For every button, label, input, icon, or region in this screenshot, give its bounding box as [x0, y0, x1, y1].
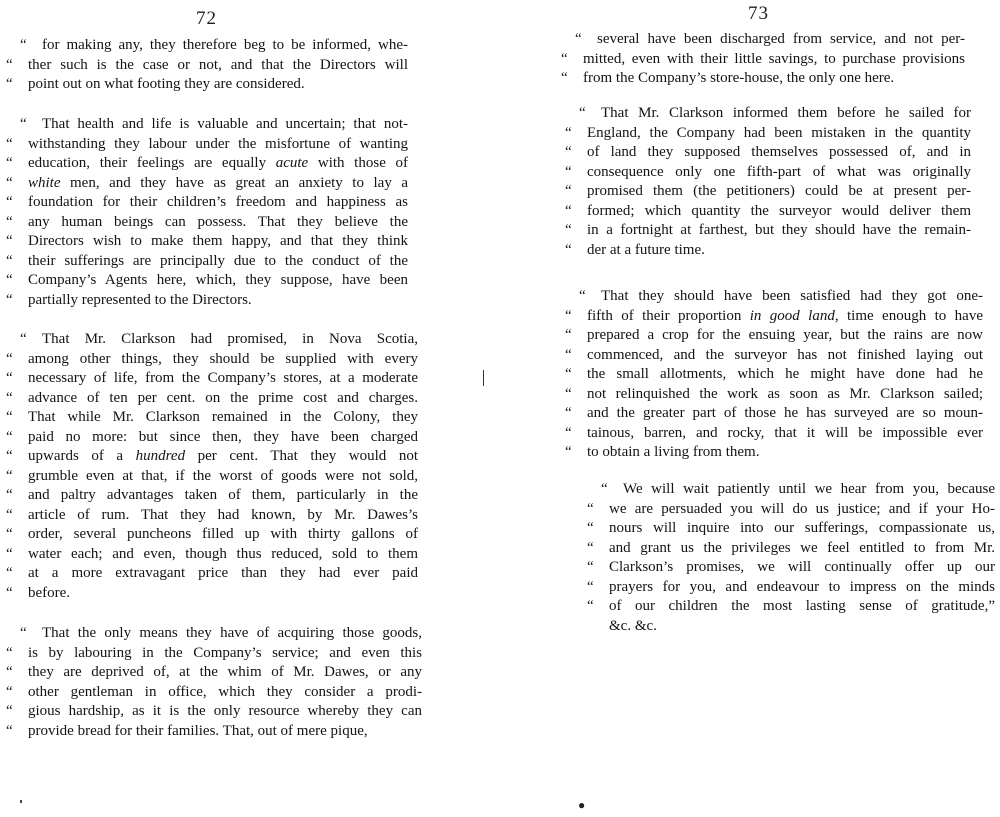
text-line — [6, 56, 408, 76]
quote-mark: “ — [587, 578, 594, 595]
left-paragraph-4 — [6, 624, 422, 741]
line-text: education, their feelings are equally acute with those of — [28, 155, 408, 171]
line-text: paid no more: but since then, they have been charged — [28, 428, 418, 445]
text-line — [565, 346, 983, 366]
text-line — [587, 558, 995, 578]
text-line — [6, 584, 418, 604]
line-text: ther such is the case or not, and that the Directors will — [28, 56, 408, 73]
quote-mark: “ — [6, 644, 13, 661]
quote-mark: “ — [565, 346, 572, 363]
quote-mark: “ — [561, 70, 568, 86]
quote-mark: “ — [6, 448, 13, 464]
quote-mark: “ — [6, 664, 13, 680]
quote-mark: “ — [6, 194, 13, 210]
line-text: Clarkson’s promises, we will continually offer up our — [609, 559, 995, 575]
text-line — [6, 252, 408, 272]
quote-mark: “ — [6, 683, 13, 700]
quote-mark: “ — [20, 37, 27, 53]
text-line — [587, 578, 995, 598]
line-text: We will wait patiently until we hear from you, because — [623, 481, 995, 497]
line-text: provide bread for their families. That, out of mere pique, — [28, 722, 368, 739]
line-text: among other things, they should be supplied with every — [28, 350, 418, 367]
right-paragraph-4 — [587, 480, 995, 636]
line-text: several have been discharged from service, and not per- — [597, 31, 965, 47]
text-line — [561, 30, 965, 50]
line-text: That Mr. Clarkson had promised, in Nova Scotia, — [42, 331, 418, 347]
quote-mark: “ — [587, 598, 594, 614]
line-text: and grant us the privileges we feel entitled to from Mr. — [609, 539, 995, 556]
text-line — [565, 104, 971, 124]
quote-mark: “ — [575, 31, 582, 47]
line-text: of our children the most lasting sense of gratitude,” — [609, 598, 995, 614]
line-text: fifth of their proportion in good land, time enough to have — [587, 307, 983, 324]
line-text: partially represented to the Directors. — [28, 291, 252, 308]
line-text: grumble even at that, if the worst of goods were not sold, — [28, 467, 418, 484]
text-line — [6, 506, 418, 526]
left-paragraph-2 — [6, 115, 408, 310]
text-line — [565, 326, 983, 346]
text-line — [587, 539, 995, 559]
quote-mark: “ — [565, 424, 572, 441]
quote-mark: “ — [565, 241, 572, 258]
text-line — [587, 617, 995, 637]
left-paragraph-1 — [6, 36, 408, 95]
line-text: advance of ten per cent. on the prime cost and charges. — [28, 389, 418, 406]
text-line — [6, 428, 418, 448]
text-line — [6, 369, 418, 389]
text-line — [565, 124, 971, 144]
text-line — [565, 143, 971, 163]
right-page — [545, 0, 995, 817]
quote-mark: “ — [6, 389, 13, 406]
text-line — [6, 154, 408, 174]
text-line — [6, 467, 418, 487]
line-text: withstanding they labour under the misfortune of wanting — [28, 135, 408, 152]
line-text: from the Company’s store-house, the only one here. — [583, 70, 895, 86]
line-text: to obtain a living from them. — [587, 444, 760, 460]
line-text: foundation for their children’s freedom and happiness as — [28, 194, 408, 210]
line-text: That the only means they have of acquiring those goods, — [42, 625, 422, 641]
quote-mark: “ — [6, 272, 13, 288]
quote-mark: “ — [6, 506, 13, 523]
text-line — [561, 69, 965, 89]
quote-mark: “ — [601, 481, 608, 497]
line-text: That Mr. Clarkson informed them before he sailed for — [601, 105, 971, 121]
quote-mark: “ — [6, 428, 13, 445]
quote-mark: “ — [20, 116, 27, 132]
text-line — [565, 365, 983, 385]
quote-mark: “ — [6, 233, 13, 249]
text-line — [565, 221, 971, 241]
text-line — [561, 50, 965, 70]
quote-mark: “ — [579, 288, 586, 304]
text-line — [565, 182, 971, 202]
line-text: any human beings can possess. That they believe the — [28, 213, 408, 230]
quote-mark: “ — [6, 584, 13, 601]
text-line — [6, 174, 408, 194]
left-paragraph-3 — [6, 330, 418, 603]
line-text: other gentleman in office, which they consider a prodi- — [28, 683, 422, 700]
line-text: der at a future time. — [587, 241, 705, 258]
text-line — [6, 389, 418, 409]
quote-mark: “ — [587, 539, 594, 556]
line-text: not relinquished the work as soon as Mr. Clarkson sailed; — [587, 385, 983, 402]
line-text: &c. &c. — [609, 617, 657, 634]
quote-mark: “ — [6, 545, 13, 562]
quote-mark: “ — [6, 155, 13, 171]
line-text: prayers for you, and endeavour to impress on the minds — [609, 578, 995, 595]
text-line — [565, 202, 971, 222]
text-line — [6, 330, 418, 350]
line-text: necessary of life, from the Company’s stores, at a moderate — [28, 370, 418, 386]
text-line — [565, 163, 971, 183]
quote-mark: “ — [6, 467, 13, 484]
line-text: consequence only one fifth-part of what was originally — [587, 163, 971, 180]
quote-mark: “ — [565, 366, 572, 382]
line-text: That they should have been satisfied had they got one- — [601, 288, 983, 304]
line-text: is by labouring in the Company’s service; and even this — [28, 644, 422, 661]
line-text: point out on what footing they are considered. — [28, 76, 305, 92]
text-line — [6, 36, 408, 56]
quote-mark: “ — [6, 135, 13, 152]
line-text: Directors wish to make them happy, and that they think — [28, 233, 408, 249]
text-line — [6, 213, 408, 233]
line-text: tainous, barren, and rocky, that it will be impossible ever — [587, 424, 983, 441]
left-page — [0, 0, 440, 817]
quote-mark: “ — [565, 327, 572, 343]
quote-mark: “ — [6, 370, 13, 386]
line-text: and paltry advantages taken of them, particularly in the — [28, 487, 418, 503]
line-text: That health and life is valuable and uncertain; that not- — [42, 116, 408, 132]
text-line — [6, 564, 418, 584]
quote-mark: “ — [565, 405, 572, 421]
line-text: before. — [28, 584, 71, 601]
line-text: gious hardship, as it is the only resource whereby they can — [28, 703, 422, 719]
text-line — [587, 480, 995, 500]
text-line — [565, 404, 983, 424]
quote-mark: “ — [587, 520, 594, 536]
line-text: nours will inquire into our sufferings, compassionate us, — [609, 520, 995, 536]
text-line — [565, 307, 983, 327]
text-line — [565, 287, 983, 307]
text-line — [6, 663, 422, 683]
quote-mark: “ — [565, 163, 572, 180]
quote-mark: “ — [565, 222, 572, 238]
quote-mark: “ — [6, 487, 13, 503]
line-text: order, several puncheons filled up with thirty gallons of — [28, 526, 418, 542]
line-text: for making any, they therefore beg to be informed, whe- — [42, 37, 408, 53]
line-text: they are deprived of, at the whim of Mr. Dawes, or any — [28, 664, 422, 680]
line-text: commenced, and the surveyor has not finished laying out — [587, 346, 983, 363]
quote-mark: “ — [565, 385, 572, 402]
quote-mark: “ — [6, 76, 13, 92]
quote-mark: “ — [20, 625, 27, 641]
quote-mark: “ — [6, 350, 13, 367]
quote-mark: “ — [587, 500, 594, 517]
quote-mark: “ — [565, 124, 572, 141]
line-text: their sufferings are principally due to the conduct of the — [28, 252, 408, 269]
quote-mark: “ — [565, 444, 572, 460]
text-line — [6, 408, 418, 428]
quote-mark: “ — [587, 559, 594, 575]
text-line — [587, 519, 995, 539]
line-text: formed; which quantity the surveyor would deliver them — [587, 202, 971, 219]
quote-mark: “ — [6, 291, 13, 308]
text-line — [6, 135, 408, 155]
quote-mark: “ — [6, 526, 13, 542]
quote-mark: “ — [6, 213, 13, 230]
text-line — [6, 683, 422, 703]
gutter-mark — [483, 370, 484, 386]
quote-mark: “ — [579, 105, 586, 121]
line-text: of land they supposed themselves possessed of, and in — [587, 144, 971, 160]
right-paragraph-2 — [565, 104, 971, 260]
text-line — [6, 447, 418, 467]
line-text: and the greater part of those he has surveyed are so moun- — [587, 405, 983, 421]
text-line — [6, 545, 418, 565]
left-page-number: 72 — [196, 8, 217, 29]
speck-mark — [20, 800, 22, 803]
line-text: upwards of a hundred per cent. That they would not — [28, 448, 418, 464]
line-text: white men, and they have as great an anxiety to lay a — [28, 174, 408, 191]
text-line — [6, 291, 408, 311]
text-line — [6, 702, 422, 722]
line-text: article of rum. That they had known, by Mr. Dawes’s — [28, 506, 418, 523]
quote-mark: “ — [6, 174, 13, 191]
text-line — [565, 443, 983, 463]
quote-mark: “ — [20, 331, 27, 347]
line-text: we are persuaded you will do us justice; and if your Ho- — [609, 500, 995, 517]
text-line — [6, 486, 418, 506]
quote-mark: “ — [561, 50, 568, 67]
text-line — [6, 232, 408, 252]
line-text: prepared a crop for the ensuing year, but the rains are now — [587, 327, 983, 343]
text-line — [6, 624, 422, 644]
line-text: at a more extravagant price than they had ever paid — [28, 565, 418, 581]
quote-mark: “ — [565, 202, 572, 219]
text-line — [565, 241, 971, 261]
line-text: water each; and even, though thus reduced, sold to them — [28, 545, 418, 562]
quote-mark: “ — [6, 722, 13, 739]
text-line — [6, 644, 422, 664]
text-line — [6, 75, 408, 95]
quote-mark: “ — [565, 183, 572, 199]
quote-mark: “ — [6, 409, 13, 425]
text-line — [565, 424, 983, 444]
right-paragraph-3 — [565, 287, 983, 463]
text-line — [6, 350, 418, 370]
line-text: England, the Company had been mistaken in the quantity — [587, 124, 971, 141]
line-text: That while Mr. Clarkson remained in the Colony, they — [28, 409, 418, 425]
right-paragraph-1 — [561, 30, 965, 89]
text-line — [587, 597, 995, 617]
quote-mark: “ — [6, 252, 13, 269]
text-line — [6, 271, 408, 291]
text-line — [587, 500, 995, 520]
right-page-number: 73 — [748, 3, 769, 24]
quote-mark: “ — [565, 144, 572, 160]
text-line — [6, 115, 408, 135]
text-line — [6, 193, 408, 213]
quote-mark: “ — [6, 56, 13, 73]
quote-mark: “ — [6, 703, 13, 719]
ink-blot-mark: ● — [578, 798, 586, 812]
text-line — [565, 385, 983, 405]
line-text: in a fortnight at farthest, but they should have the remain- — [587, 222, 971, 238]
line-text: mitted, even with their little savings, to purchase provisions — [583, 50, 965, 67]
quote-mark: “ — [6, 565, 13, 581]
text-line — [6, 722, 422, 742]
line-text: the small allotments, which he might have done had he — [587, 366, 983, 382]
line-text: Company’s Agents here, which, they suppose, have been — [28, 272, 408, 288]
line-text: promised them (the petitioners) could be at present per- — [587, 183, 971, 199]
quote-mark: “ — [565, 307, 572, 324]
text-line — [6, 525, 418, 545]
